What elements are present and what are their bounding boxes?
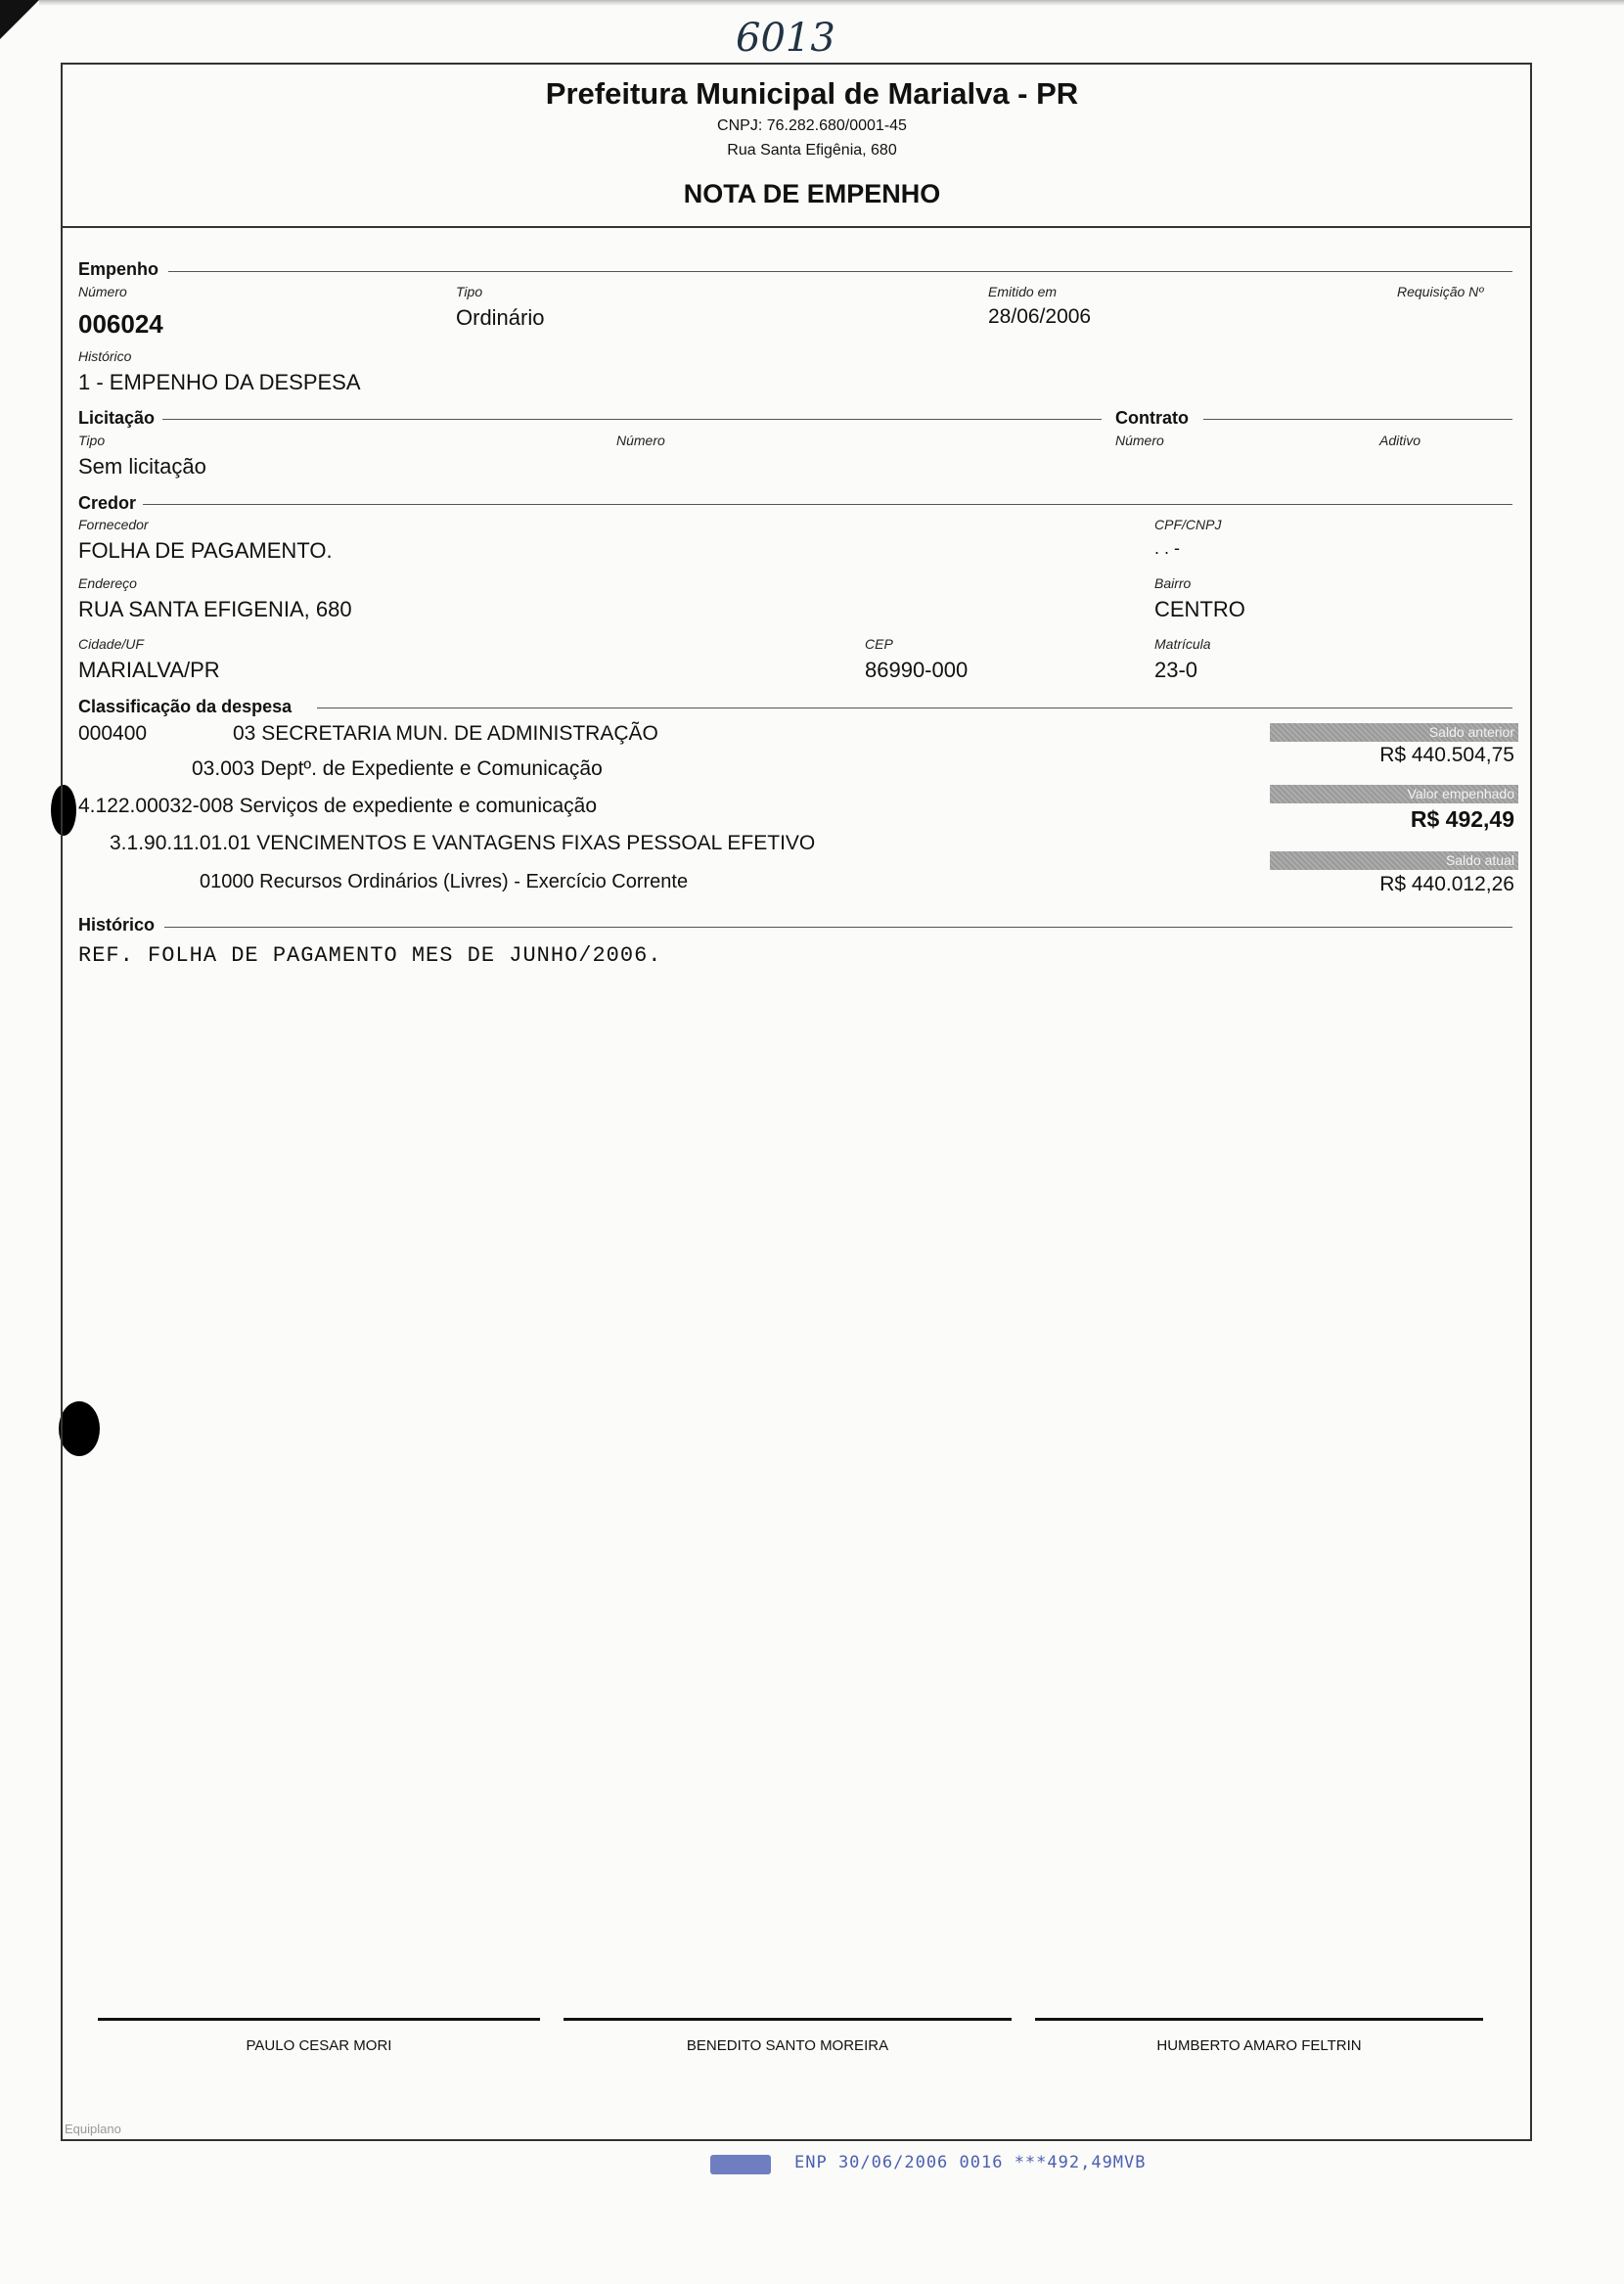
cnpj-line: CNPJ: 76.282.680/0001-45 bbox=[717, 117, 907, 134]
saldo-atual-badge: Saldo atual bbox=[1270, 851, 1518, 870]
contrato-numero-label: Número bbox=[1115, 433, 1164, 448]
historico-text: REF. FOLHA DE PAGAMENTO MES DE JUNHO/2006. bbox=[78, 943, 662, 968]
signature-line-2 bbox=[564, 2018, 1012, 2021]
licitacao-tipo-label: Tipo bbox=[78, 433, 106, 448]
endereco-label: Endereço bbox=[78, 575, 137, 591]
saldo-anterior-value: R$ 440.504,75 bbox=[1379, 744, 1514, 766]
emitido-date: 28/06/2006 bbox=[988, 305, 1092, 328]
licitacao-tipo: Sem licitação bbox=[78, 454, 206, 479]
historico-rule bbox=[164, 927, 1512, 928]
document-title: NOTA DE EMPENHO bbox=[683, 179, 941, 208]
historico-section-title: Histórico bbox=[78, 915, 156, 935]
empenho-tipo: Ordinário bbox=[456, 305, 545, 330]
classificacao-funcional: 4.122.00032-008 Serviços de expediente e comunicação bbox=[78, 795, 598, 817]
valor-empenhado-value: R$ 492,49 bbox=[1410, 806, 1514, 832]
software-name: Equiplano bbox=[65, 2122, 121, 2136]
classificacao-code: 000400 bbox=[78, 722, 148, 745]
saldo-atual-value: R$ 440.012,26 bbox=[1379, 873, 1514, 895]
signature-line-3 bbox=[1035, 2018, 1483, 2021]
classificacao-elemento: 3.1.90.11.01.01 VENCIMENTOS E VANTAGENS FIXAS PESSOAL EFETIVO bbox=[110, 832, 816, 854]
signature-name-2: BENEDITO SANTO MOREIRA bbox=[686, 2037, 889, 2054]
classificacao-section-title: Classificação da despesa bbox=[78, 697, 293, 716]
empenho-numero-label: Número bbox=[78, 284, 127, 299]
contrato-section-title: Contrato bbox=[1115, 408, 1189, 428]
header-divider bbox=[61, 226, 1532, 228]
endereco-value: RUA SANTA EFIGENIA, 680 bbox=[78, 597, 352, 621]
valor-empenhado-badge: Valor empenhado bbox=[1270, 785, 1518, 803]
signature-line-1 bbox=[98, 2018, 540, 2021]
fornecedor-value: FOLHA DE PAGAMENTO. bbox=[78, 538, 333, 563]
signature-name-3: HUMBERTO AMARO FELTRIN bbox=[1156, 2037, 1362, 2054]
cpf-value: . . - bbox=[1154, 538, 1180, 558]
empenho-tipo-label: Tipo bbox=[456, 284, 483, 299]
licitacao-rule bbox=[162, 419, 1102, 420]
empenho-rule bbox=[168, 271, 1512, 272]
fornecedor-label: Fornecedor bbox=[78, 517, 149, 532]
cidade-label: Cidade/UF bbox=[78, 636, 144, 652]
cep-value: 86990-000 bbox=[865, 658, 969, 682]
signature-name-1: PAULO CESAR MORI bbox=[246, 2037, 392, 2054]
empenho-section-title: Empenho bbox=[78, 259, 159, 279]
requisicao-label: Requisição Nº bbox=[1397, 284, 1484, 299]
credor-rule bbox=[143, 504, 1512, 505]
empenho-historico: 1 - EMPENHO DA DESPESA bbox=[78, 370, 361, 394]
bairro-value: CENTRO bbox=[1154, 597, 1245, 621]
top-edge-shadow bbox=[39, 0, 1624, 6]
empenho-numero: 006024 bbox=[78, 309, 163, 339]
saldo-anterior-badge: Saldo anterior bbox=[1270, 723, 1518, 742]
emitido-label: Emitido em bbox=[988, 284, 1058, 299]
credor-section-title: Credor bbox=[78, 493, 137, 513]
cpf-label: CPF/CNPJ bbox=[1154, 517, 1222, 532]
classificacao-orgao: 03 SECRETARIA MUN. DE ADMINISTRAÇÃO bbox=[233, 722, 658, 745]
scan-corner-shadow bbox=[0, 0, 39, 39]
bank-stamp-logo-icon bbox=[710, 2155, 771, 2174]
cidade-value: MARIALVA/PR bbox=[78, 658, 220, 682]
address-line: Rua Santa Efigênia, 680 bbox=[727, 142, 897, 159]
handwritten-number: 6013 bbox=[736, 16, 835, 61]
bank-stamp: ENP 30/06/2006 0016 ***492,49MVB bbox=[794, 2153, 1147, 2172]
contrato-rule bbox=[1203, 419, 1512, 420]
bairro-label: Bairro bbox=[1154, 575, 1192, 591]
contrato-aditivo-label: Aditivo bbox=[1379, 433, 1421, 448]
cep-label: CEP bbox=[865, 636, 893, 652]
licitacao-section-title: Licitação bbox=[78, 408, 156, 428]
classificacao-unidade: 03.003 Deptº. de Expediente e Comunicação bbox=[192, 757, 603, 780]
matricula-value: 23-0 bbox=[1154, 658, 1198, 682]
empenho-historico-label: Histórico bbox=[78, 348, 132, 364]
classificacao-recurso: 01000 Recursos Ordinários (Livres) - Exercício Corrente bbox=[200, 871, 689, 892]
matricula-label: Matrícula bbox=[1154, 636, 1211, 652]
licitacao-numero-label: Número bbox=[616, 433, 665, 448]
municipality-title: Prefeitura Municipal de Marialva - PR bbox=[545, 76, 1079, 111]
